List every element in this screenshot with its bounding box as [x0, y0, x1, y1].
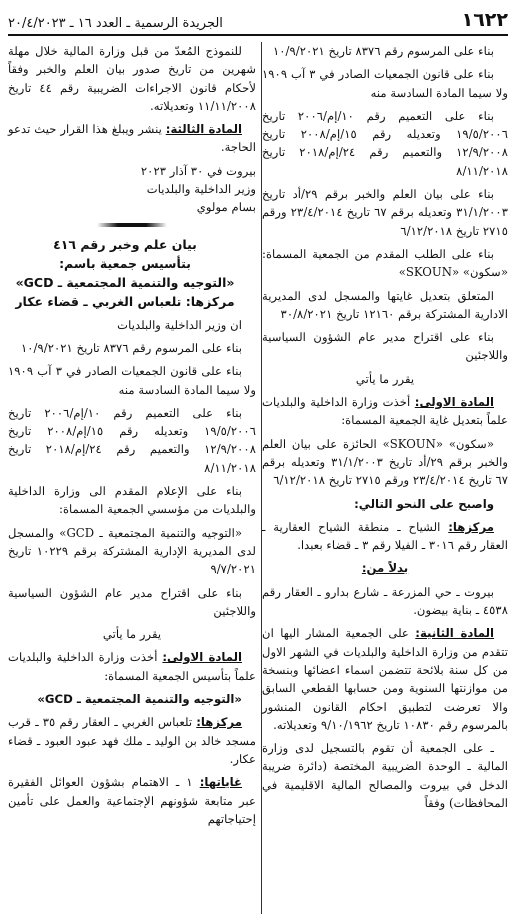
signature-place-date: بيروت في ٣٠ آذار ٢٠٢٣	[140, 163, 256, 178]
headquarters-label: مركزها:	[448, 519, 494, 534]
recital-paragraph: بناء على قانون الجمعيات الصادر في ٣ آب ١٩٠٩ ولا سيما المادة السادسة منه	[262, 67, 508, 100]
notice-subtitle: بتأسيس جمعية باسم:	[59, 255, 191, 271]
recital-paragraph: بناء على المرسوم رقم ٨٣٧٦ تاريخ ١٠/٩/٢٠٢١	[272, 44, 494, 58]
article-one-body: «سكون» «SKOUN» الحائزة على بيان العلم والخبر برقم ٢٩/أد تاريخ ٣١/١/٢٠٠٣ وتعديله برقم ٦٧ تاريخ ٢٣/٤/٢٠١٤ ورقم ٢٧١٥ تاريخ ٦/١٢/٢٠١٨	[262, 436, 508, 488]
recital-paragraph: بناء على التعميم رقم ١٠/إم/٢٠٠٦ تاريخ ١٩/٥/٢٠٠٦ وتعديله رقم ١٥/إم/٢٠٠٨ تاريخ ١٢/٩/٢٠٠٨ والتعميم رقم ٢٤/إم/٢٠١٨ تاريخ ٨/١١/٢٠١٨	[8, 405, 256, 475]
recital-paragraph: بناء على الإعلام المقدم الى وزارة الداخلية والبلديات من مؤسسي الجمعية المسماة:	[8, 484, 256, 517]
continued-paragraph: للنموذج المُعدّ من قبل وزارة المالية خلال مهلة شهرين من تاريخ صدور بيان العلم والخبر وفقاً لأحكام قانون الاجراءات الضريبية رقم ٤٤ تاريخ ١١/١١/٢٠٠٨ وتعديلاته.	[8, 44, 256, 113]
headquarters	[262, 518, 508, 555]
left-column	[8, 42, 256, 833]
signature-name: بسام مولوي	[196, 200, 256, 215]
recital-paragraph: «التوجيه والتنمية المجتمعية ـ GCD» والمسجل لدى المديرية الإدارية المشتركة برقم ١٠٢٢٩ تاريخ ٩/٧/٢٠٢١	[8, 525, 256, 577]
article-two	[262, 624, 508, 734]
recital-paragraph: بناء على المرسوم رقم ٨٣٧٦ تاريخ ١٠/٩/٢٠٢١	[20, 340, 242, 355]
goals-label: غاياتها:	[199, 775, 243, 790]
notice-title: بيان علم وخبر رقم ٤١٦	[53, 236, 197, 252]
article-one-text: أخذت وزارة الداخلية والبلديات علماً بتعديل غاية الجمعية المسماة:	[262, 395, 508, 428]
page-header	[8, 6, 508, 36]
decision-heading: يقرر ما يأتي	[102, 627, 162, 642]
headquarters-heading: مركزها: تلعباس الغربي ـ قضاء عكار	[15, 293, 235, 309]
signature-title: وزير الداخلية والبلديات	[146, 182, 256, 197]
gazette-issue-line: الجريدة الرسمية ـ العدد ١٦ ـ ٢٠/٤/٢٠٢٣	[8, 16, 223, 31]
article-one	[262, 393, 508, 430]
headquarters-text: الشياح ـ منطقة الشياح العقارية ـ العقار رقم ٣٠١٦ ـ الفيلا رقم ٣ ـ قضاء بعبدا.	[262, 519, 508, 553]
instead-label: بدلاً من:	[361, 561, 409, 576]
article-one-text: أخذت وزارة الداخلية والبلديات علماً بتأسيس الجمعية المسماة:	[8, 650, 256, 683]
association-name-heading: «التوجيه والتنمية المجتمعية ـ GCD»	[15, 274, 235, 290]
as-follows-heading: واصبح على النحو التالي:	[354, 496, 494, 511]
recital-paragraph: بناء على قانون الجمعيات الصادر في ٣ آب ١٩٠٩ ولا سيما المادة السادسة منه	[8, 364, 256, 397]
headquarters-label: مركزها:	[196, 715, 242, 730]
recital-paragraph: بناء على التعميم رقم ١٠/إم/٢٠٠٦ تاريخ ١٩/٥/٢٠٠٦ وتعديله رقم ١٥/إم/٢٠٠٨ تاريخ ١٢/٩/٢٠٠٨ والتعميم رقم ٢٤/إم/٢٠١٨ تاريخ ٨/١١/٢٠١٨	[262, 108, 508, 178]
headquarters	[8, 713, 256, 768]
article-two-label: المادة الثانية:	[415, 626, 495, 641]
tax-registration-paragraph: ـ على الجمعية أن تقوم بالتسجيل لدى وزارة المالية ـ الوحدة الضريبية المختصة (دائرة ضريبة الدخل في بيروت والمصالح المالية الاقليمية في المحافظات) وفقاً	[262, 741, 508, 810]
article-one-label: المادة الاولى:	[414, 395, 495, 410]
article-two-text: على الجمعية المشار اليها ان تتقدم من وزارة الداخلية والبلديات في الشهر الاول من كل سنة بلائحة تتضمن اسماء اعضائها وبنسخة من موازنتها السنوية ومن حسابها القطعي السابق والا تعرضت لتطبيق احكام القانون المنشور بالمرسوم رقم ١٠٨٣٠ تاريخ ٩/١٠/١٩٦٢ وتعديلاته.	[262, 626, 508, 732]
section-separator	[97, 223, 167, 227]
goals-text: ١ ـ الاهتمام بشؤون العوائل الفقيرة عبر متابعة شؤونهم الإجتماعية والعمل على تأمين إحتياجاتهم	[8, 775, 256, 826]
recital-paragraph: بناء على اقتراح مدير عام الشؤون السياسية واللاجئين	[262, 330, 508, 363]
article-three	[8, 120, 256, 157]
article-one	[8, 648, 256, 685]
page-number: ١٦٢٢	[461, 9, 508, 31]
recital-paragraph: بناء على اقتراح مدير عام الشؤون السياسية واللاجئين	[8, 585, 256, 618]
recital-paragraph: المتعلق بتعديل غايتها والمسجل لدى المديرية الادارية المشتركة برقم ١٢١٦٠ تاريخ ٣٠/٨/٢٠٢١	[262, 288, 508, 321]
minister-intro: ان وزير الداخلية والبلديات	[117, 317, 242, 332]
article-three-label: المادة الثالثة:	[165, 122, 243, 137]
goals	[8, 773, 256, 828]
association-name: «التوجيه والتنمية المجتمعية ـ GCD»	[37, 692, 242, 707]
article-one-label: المادة الاولى:	[162, 650, 242, 665]
recital-paragraph: بناء على الطلب المقدم من الجمعية المسماة: «سكون» «SKOUN»	[262, 246, 508, 280]
recital-paragraph: بناء على بيان العلم والخبر برقم ٢٩/أد تاريخ ٣١/١/٢٠٠٣ وتعديله برقم ٦٧ تاريخ ٢٣/٤/٢٠١٤ ورقم ٢٧١٥ تاريخ ٦/١٢/٢٠١٨	[262, 187, 508, 238]
instead-text: بيروت ـ حي المزرعة ـ شارع بدارو ـ العقار رقم ٤٥٣٨ ـ بناية بيضون.	[262, 584, 508, 618]
decision-heading: يقرر ما يأتي	[355, 371, 415, 386]
article-three-text: ينشر ويبلغ هذا القرار حيث تدعو الحاجة.	[8, 122, 256, 155]
headquarters-text: تلعباس الغربي ـ العقار رقم ٣٥ ـ قرب مسجد خالد بن الوليد ـ ملك فهد عبود العبود ـ قضاء عكار.	[8, 715, 256, 766]
right-column	[262, 42, 508, 817]
